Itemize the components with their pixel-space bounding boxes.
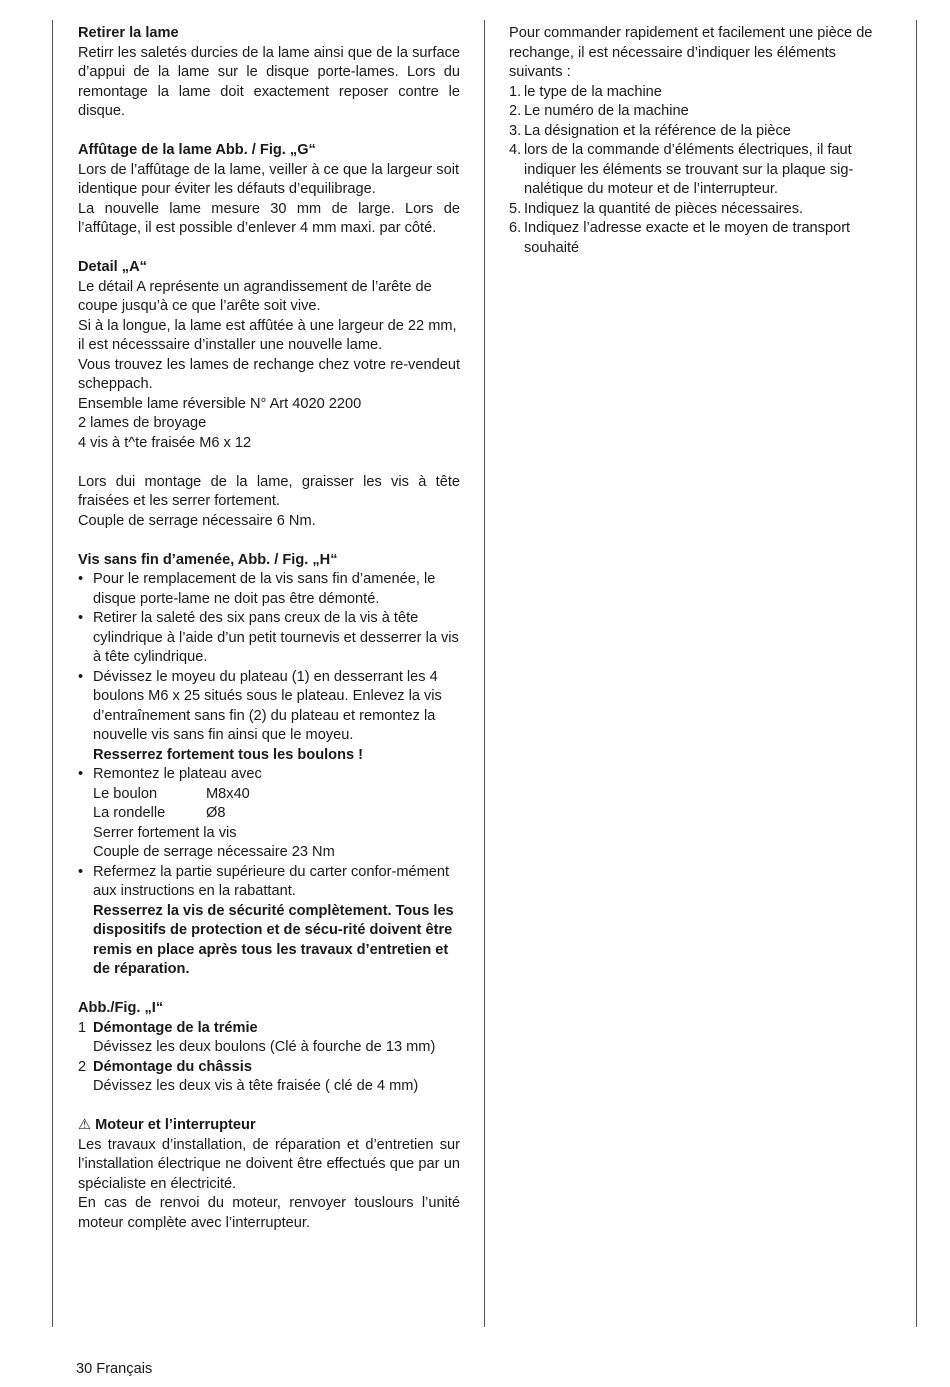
section-title-detail-a: Detail „A“ [78,259,147,275]
numbered-item [78,1058,460,1097]
section-title-fig-i: Abb./Fig. „I“ [78,1000,164,1016]
list-item [509,122,892,142]
item-text: Le numéro de la machine [524,103,689,119]
bullet-item: • Retirer la saleté des six pans creux de la vis à tête cylindrique à l’aide d’un petit tournevis et desserrer la vis à tête cylindrique. [78,609,460,668]
list-item [509,219,892,258]
section-title-vis-sans-fin: Vis sans fin d’amenée, Abb. / Fig. „H“ [78,551,338,568]
paragraph: En cas de renvoi du moteur, renvoyer touslours l’unité moteur complète avec l’interrupteur. [78,1195,460,1231]
paragraph: Retirr les saletés durcies de la lame ainsi que de la surface d’appui de la lame sur le disque porte-lames. Lors du remontage la lame doit exactement reposer contre le disque. [78,44,460,119]
item-text: Dévissez les deux vis à tête fraisée ( clé de 4 mm) [93,1078,419,1094]
item-text: La désignation et la référence de la pièce [524,122,791,139]
section-title-moteur [78,1116,460,1136]
item-number: 1 [78,1019,87,1036]
right-column [509,24,892,258]
item-title: Démontage de la trémie [93,1019,258,1036]
paragraph: Si à la longue, la lame est affûtée à une largeur de 22 mm, il est nécesssaire d’installer une nouvelle lame. [78,317,457,353]
item-number: 3. [509,122,522,139]
warning-triangle-icon: ⚠ [78,1117,92,1133]
list-item [509,200,892,220]
column-rule-middle [484,20,485,1327]
list-item [509,102,892,122]
paragraph: Ensemble lame réversible N° Art 4020 2200 [78,395,362,412]
paragraph: Les travaux d’installation, de réparation et d’entretien sur l’installation électrique ne doivent être effectués que par un spécialiste en électricité. [78,1136,460,1192]
left-column [78,24,460,1233]
item-number: 1. [509,83,522,100]
bullet-item: • Refermez la partie supérieure du carter confor-mément aux instructions en la rabattant. [78,863,460,902]
spec-label: La rondelle [93,805,166,821]
list-item [509,83,892,103]
item-text: le type de la machine [524,83,662,100]
paragraph: Le détail A représente un agrandissement de l’arête de coupe jusqu’à ce que l’arête soit vive. [78,278,432,314]
paragraph: Vous trouvez les lames de rechange chez votre re-vendeut scheppach. [78,356,460,392]
item-text: lors de la commande d’éléments électriques, il faut indiquer les éléments se trouvant sur la plaque sig-nalétique du moteur et de l’interrupteur. [524,142,854,197]
numbered-item [78,1019,460,1058]
spec-value: M8x40 [206,785,250,802]
item-number: 5. [509,200,522,217]
paragraph: Serrer fortement la vis [93,824,237,841]
spec-row-boulon [78,785,460,805]
column-rule-left [52,20,53,1327]
item-title: Démontage du châssis [93,1058,252,1075]
intro-paragraph: Pour commander rapidement et facilement une pièce de rechange, il est nécessaire d’indiquer les éléments suivants : [509,25,873,80]
bold-note: Resserrez fortement tous les boulons ! [93,746,364,763]
paragraph: Couple de serrage nécessaire 23 Nm [93,844,335,860]
item-text: Indiquez l’adresse exacte et le moyen de transport souhaité [524,220,851,256]
item-number: 4. [509,142,522,158]
section-title-text: Moteur et l’interrupteur [95,1117,256,1133]
column-rule-right [916,20,917,1327]
item-text: Dévissez les deux boulons (Clé à fourche de 13 mm) [93,1039,436,1055]
bold-warning-note: Resserrez la vis de sécurité complètement. Tous les dispositifs de protection et de sécu-rité doivent être remis en place après tous les travaux d’entretien et de réparation. [93,902,454,977]
spec-label: Le boulon [93,785,158,802]
paragraph: Couple de serrage nécessaire 6 Nm. [78,512,316,529]
section-title-affutage: Affûtage de la lame Abb. / Fig. „G“ [78,142,316,158]
section-title-retirer-lame: Retirer la lame [78,25,179,41]
page-footer: 30 Français [76,1361,153,1377]
bullet-item: • Pour le remplacement de la vis sans fin d’amenée, le disque porte-lame ne doit pas être démonté. [78,570,460,609]
item-number: 6. [509,220,522,236]
paragraph: 4 vis à t^te fraisée M6 x 12 [78,434,252,451]
bullet-item: • Remontez le plateau avec [78,765,460,785]
paragraph: La nouvelle lame mesure 30 mm de large. Lors de l’affûtage, il est possible d’enlever 4 mm maxi. par côté. [78,200,460,236]
paragraph: 2 lames de broyage [78,415,207,431]
bullet-item: • Dévissez le moyeu du plateau (1) en desserrant les 4 boulons M6 x 25 situés sous le plateau. Enlevez la vis d’entraînement sans fin (2) du plateau et remontez la nouvelle vis sans fin ainsi que le moyeu. [78,668,460,746]
item-number: 2. [509,103,522,119]
list-item [509,141,892,200]
spec-row-rondelle [78,804,460,824]
item-number: 2 [78,1058,87,1075]
item-text: Indiquez la quantité de pièces nécessaires. [524,200,804,217]
paragraph: Lors de l’affûtage de la lame, veiller à ce que la largeur soit identique pour éviter les défauts d’equilibrage. [78,161,460,197]
spec-value: Ø8 [206,805,226,821]
paragraph: Lors dui montage de la lame, graisser les vis à tête fraisées et les serrer fortement. [78,473,460,509]
